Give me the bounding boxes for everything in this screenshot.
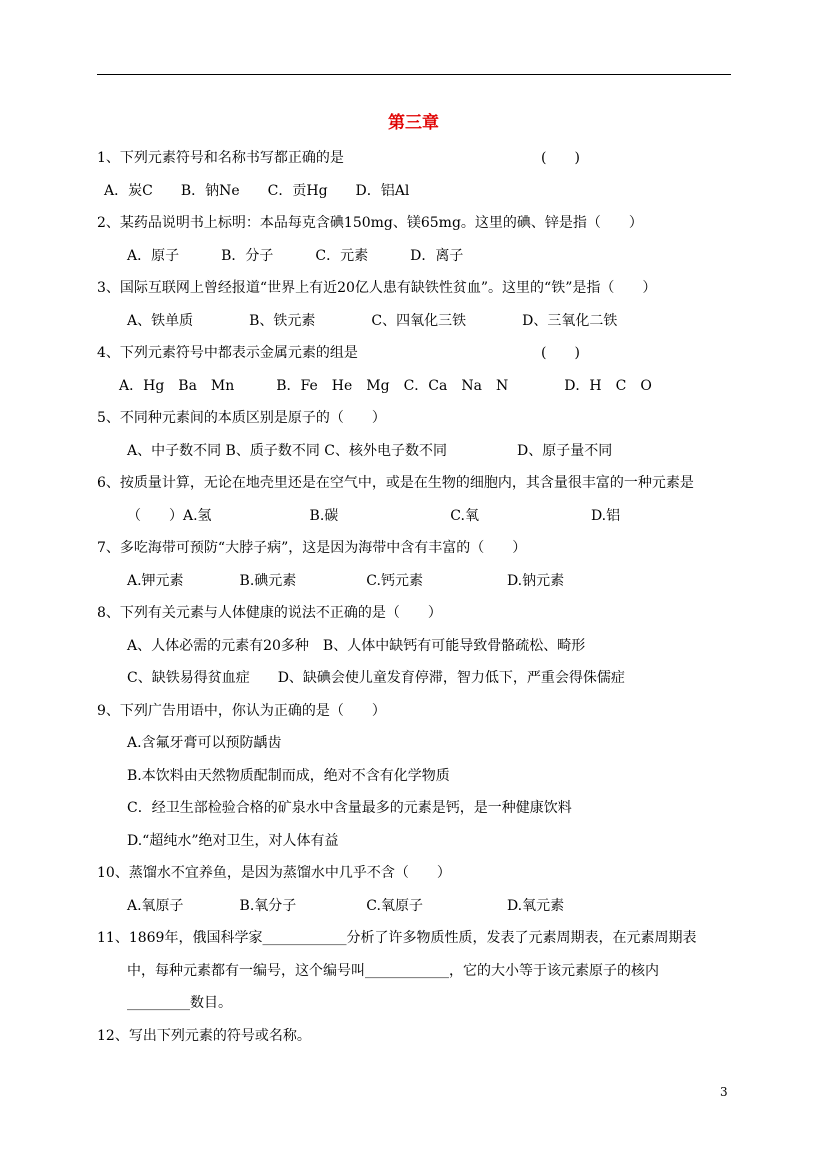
question-4-options: A．Hg Ba Mn B．Fe He Mg C．Ca Na N D．H C O — [119, 378, 652, 394]
question-1: 1、下列元素符号和名称书写都正确的是 — [97, 150, 344, 166]
question-9-option-d: D.“超纯水”绝对卫生，对人体有益 — [127, 833, 339, 849]
question-9-option-a: A.含氟牙膏可以预防龋齿 — [127, 735, 282, 751]
question-9: 9、下列广告用语中，你认为正确的是（ ） — [97, 703, 386, 719]
question-11-line-3: _________数目。 — [127, 995, 232, 1011]
question-6: 6、按质量计算，无论在地壳里还是在空气中，或是在生物的细胞内，其含量很丰富的一种元素是 — [97, 475, 694, 491]
question-6-options: （ ）A.氢 B.碳 C.氧 D.铝 — [127, 508, 621, 524]
question-2-options: A．原子 B．分子 C．元素 D．离子 — [127, 248, 464, 264]
question-11-line-1: 11、1869年，俄国科学家____________分析了许多物质性质，发表了元素周期表，在元素周期表 — [97, 930, 697, 946]
question-10-options: A.氧原子 B.氧分子 C.氧原子 D.氧元素 — [127, 898, 565, 914]
question-1-bracket: ( ) — [541, 150, 580, 166]
question-3-options: A、铁单质 B、铁元素 C、四氧化三铁 D、三氧化二铁 — [127, 313, 618, 329]
question-8-option-cd: C、缺铁易得贫血症 D、缺碘会使儿童发育停滞，智力低下，严重会得侏儒症 — [127, 670, 625, 686]
question-4: 4、下列元素符号中都表示金属元素的组是 — [97, 345, 358, 361]
question-9-option-b: B.本饮料由天然物质配制而成，绝对不含有化学物质 — [127, 768, 450, 784]
chapter-title: 第三章 — [388, 113, 439, 133]
page-number: 3 — [720, 1085, 728, 1099]
question-5: 5、不同种元素间的本质区别是原子的（ ） — [97, 410, 386, 426]
question-7-options: A.钾元素 B.碘元素 C.钙元素 D.钠元素 — [127, 573, 565, 589]
question-11-line-2: 中，每种元素都有一编号，这个编号叫____________，它的大小等于该元素原子的核内 — [127, 963, 659, 979]
question-5-options: A、中子数不同 B、质子数不同 C、核外电子数不同 D、原子量不同 — [127, 443, 613, 459]
question-7: 7、多吃海带可预防“大脖子病”，这是因为海带中含有丰富的（ ） — [97, 540, 527, 556]
question-10: 10、蒸馏水不宜养鱼，是因为蒸馏水中几乎不含（ ） — [97, 865, 451, 881]
header-rule — [97, 74, 731, 75]
question-12: 12、写出下列元素的符号或名称。 — [97, 1028, 311, 1044]
question-1-options: A．炭C B．钠Ne C．贡Hg D．铝Al — [104, 183, 410, 199]
question-8-option-ab: A、人体必需的元素有20多种 B、人体中缺钙有可能导致骨骼疏松、畸形 — [127, 638, 586, 654]
question-3: 3、国际互联网上曾经报道“世界上有近20亿人患有缺铁性贫血”。这里的“铁”是指（ ） — [97, 280, 657, 296]
question-2: 2、某药品说明书上标明：本品每克含碘150mg、镁65mg。这里的碘、锌是指（ ） — [97, 215, 643, 231]
question-4-bracket: ( ) — [541, 345, 580, 361]
question-9-option-c: C．经卫生部检验合格的矿泉水中含量最多的元素是钙，是一种健康饮料 — [127, 800, 572, 816]
question-8: 8、下列有关元素与人体健康的说法不正确的是（ ） — [97, 605, 442, 621]
